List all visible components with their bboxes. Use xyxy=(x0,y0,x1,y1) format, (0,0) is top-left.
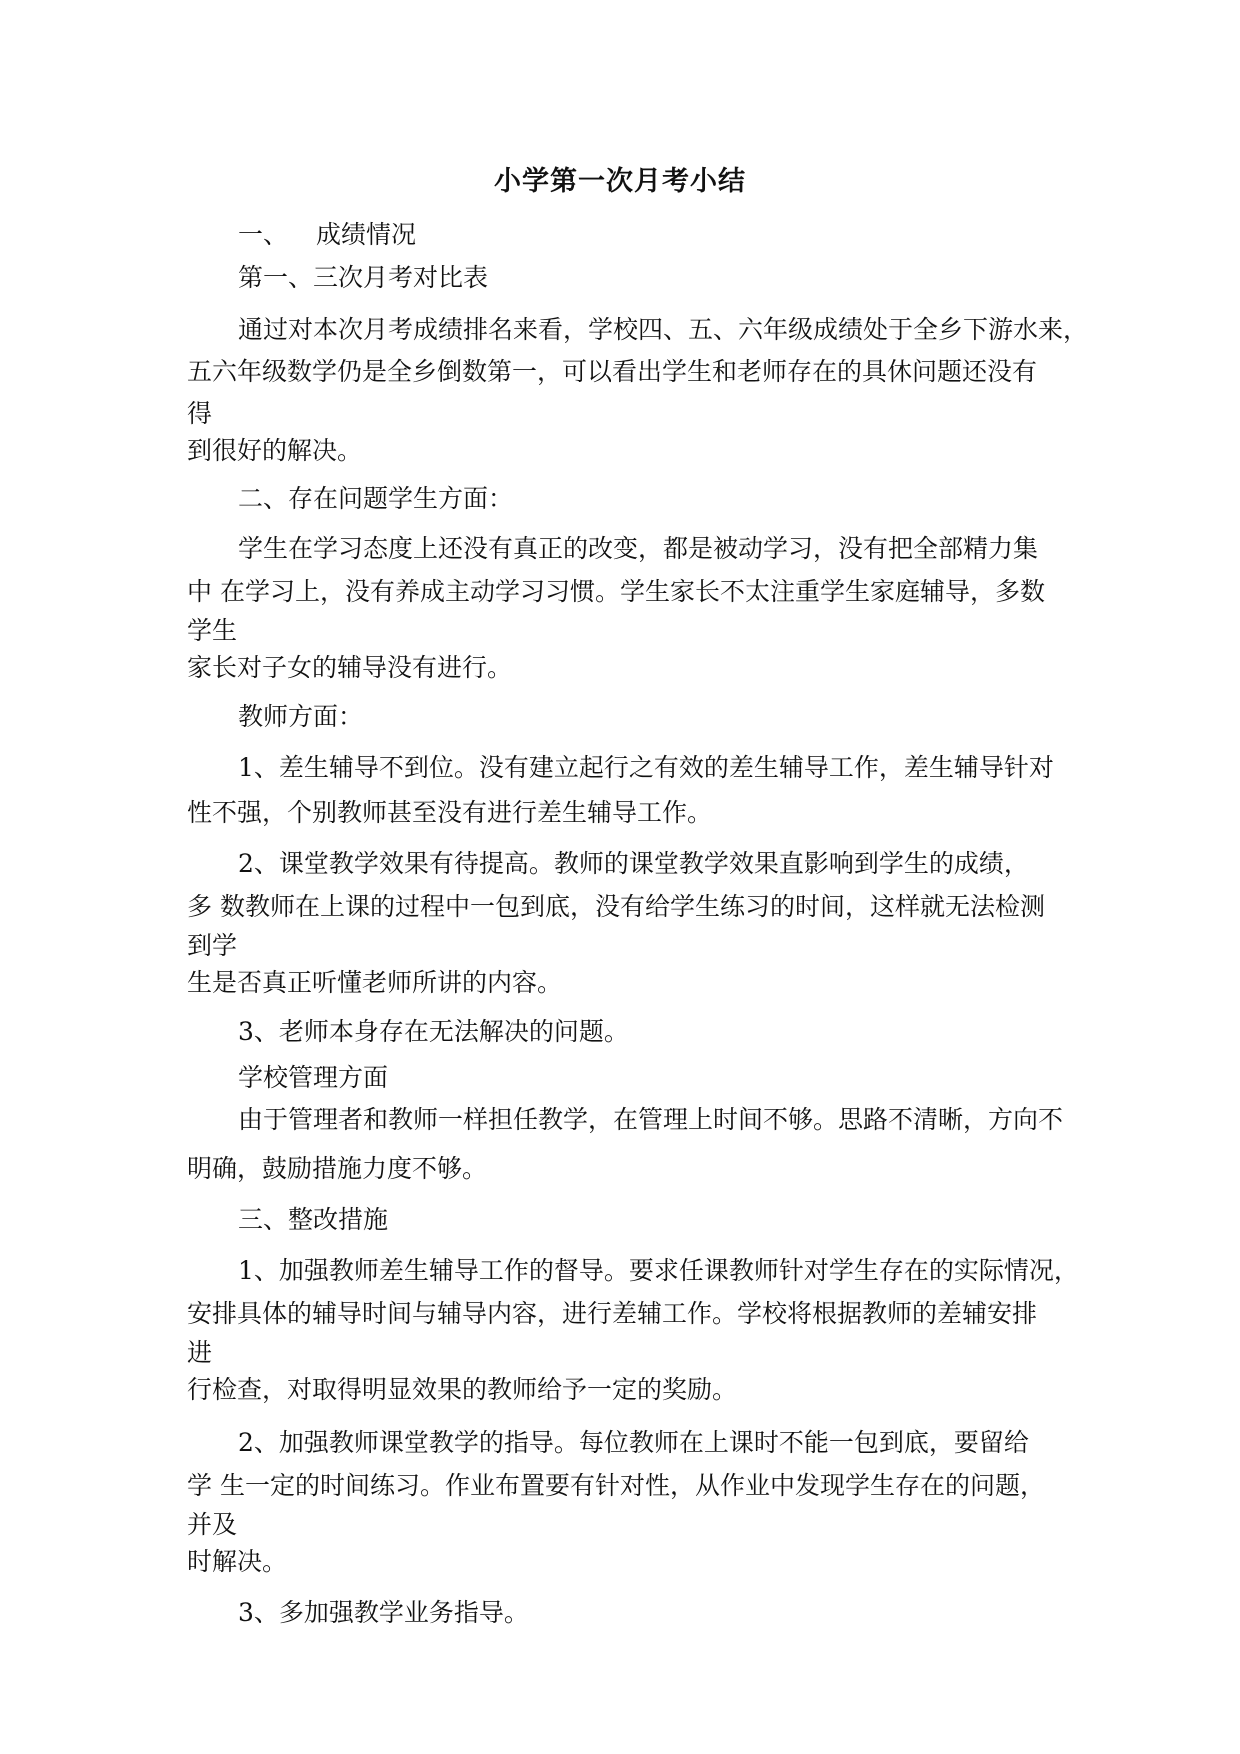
paragraph-line: 由于管理者和教师一样担任教学，在管理上时间不够。思路不清晰，方向不 xyxy=(238,1105,1064,1134)
subheading-school-management: 学校管理方面 xyxy=(238,1063,389,1092)
paragraph-line: 到学 xyxy=(187,931,238,960)
paragraph-line: 性不强，个别教师甚至没有进行差生辅导工作。 xyxy=(187,798,713,827)
section-heading-text: 成绩情况 xyxy=(316,220,417,249)
paragraph-line: 通过对本次月考成绩排名来看，学校四、五、六年级成绩处于全乡下游水来， xyxy=(238,315,1089,344)
section-number: 一、 xyxy=(238,220,289,249)
paragraph-line: 3、多加强教学业务指导。 xyxy=(238,1598,529,1627)
paragraph-line: 生是否真正听懂老师所讲的内容。 xyxy=(187,968,563,997)
section-heading-scores xyxy=(238,218,416,252)
paragraph-line: 1、差生辅导不到位。没有建立起行之有效的差生辅导工作，差生辅导针对 xyxy=(238,753,1054,782)
paragraph-line: 家长对子女的辅导没有进行。 xyxy=(187,653,513,682)
paragraph-line: 到很好的解决。 xyxy=(187,436,363,465)
paragraph-line: 行检查，对取得明显效果的教师给予一定的奖励。 xyxy=(187,1375,738,1404)
paragraph-line: 第一、三次月考对比表 xyxy=(238,263,489,292)
subheading-teachers: 教师方面： xyxy=(238,702,364,731)
paragraph-line: 学 生一定的时间练习。作业布置要有针对性，从作业中发现学生存在的问题， xyxy=(187,1471,1045,1500)
paragraph-line: 学生 xyxy=(187,616,238,645)
section-heading-measures: 三、整改措施 xyxy=(238,1205,389,1234)
paragraph-line: 时解决。 xyxy=(187,1547,288,1576)
paragraph-line: 得 xyxy=(187,399,213,428)
paragraph-line: 多 数教师在上课的过程中一包到底，没有给学生练习的时间，这样就无法检测 xyxy=(187,892,1045,921)
paragraph-line: 进 xyxy=(187,1338,213,1367)
paragraph-line: 中 在学习上，没有养成主动学习习惯。学生家长不太注重学生家庭辅导，多数 xyxy=(187,577,1045,606)
paragraph-line: 3、老师本身存在无法解决的问题。 xyxy=(238,1017,629,1046)
document-title: 小学第一次月考小结 xyxy=(494,166,746,197)
paragraph-line: 五六年级数学仍是全乡倒数第一，可以看出学生和老师存在的具休问题还没有 xyxy=(187,357,1038,386)
paragraph-line: 1、加强教师差生辅导工作的督导。要求任课教师针对学生存在的实际情况， xyxy=(238,1256,1079,1285)
paragraph-line: 2、加强教师课堂教学的指导。每位教师在上课时不能一包到底，要留给 xyxy=(238,1428,1029,1457)
paragraph-line: 2、课堂教学效果有待提高。教师的课堂教学效果直影响到学生的成绩， xyxy=(238,849,1029,878)
paragraph-line: 明确，鼓励措施力度不够。 xyxy=(187,1154,488,1183)
paragraph-line: 安排具体的辅导时间与辅导内容，进行差辅工作。学校将根据教师的差辅安排 xyxy=(187,1299,1038,1328)
paragraph-line: 学生在学习态度上还没有真正的改变，都是被动学习，没有把全部精力集 xyxy=(238,534,1039,563)
paragraph-line: 并及 xyxy=(187,1510,238,1539)
section-heading-problems: 二、存在问题学生方面： xyxy=(238,484,514,513)
